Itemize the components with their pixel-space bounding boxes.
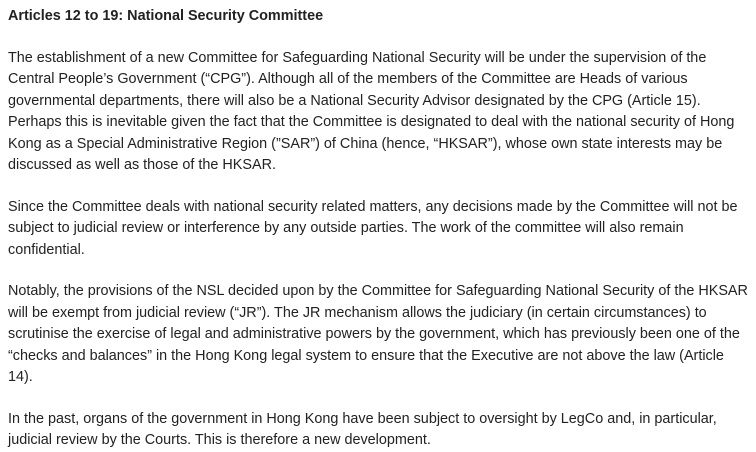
paragraph-committee-establishment: The establishment of a new Committee for Safeguarding National Security will be under the supervision of the Central People’s Government (“CPG”). Although all of the members of the Committee are Heads of various governmental departments, there will also be a National Security Advisor designated by the CPG (Article 15). Perhaps this is inevitable given the fact that the Committee is designated to deal with the national security of Hong Kong as a Special Administrative Region (”SAR”) of China (hence, “HKSAR”), whose own state interests may be discussed as well as those of the HKSAR. xyxy=(8,49,735,173)
section-heading: Articles 12 to 19: National Security Committee xyxy=(8,8,324,24)
paragraph-new-development: In the past, organs of the government in Hong Kong have been subject to oversight by LegCo and, in particular, judicial review by the Courts. This is therefore a new development. xyxy=(8,410,717,448)
paragraph-jr-exemption: Notably, the provisions of the NSL decided upon by the Committee for Safeguarding National Security of the HKSAR will be exempt from judicial review (“JR”). The JR mechanism allows the judiciary (in certain circumstances) to scrutinise the exercise of legal and administrative powers by the government, which has previously been one of the “checks and balances” in the Hong Kong legal system to ensure that the Executive are not above the law (Article 14). xyxy=(8,283,748,385)
article-body xyxy=(8,6,750,452)
paragraph-no-judicial-review: Since the Committee deals with national security related matters, any decisions made by the Committee will not be subject to judicial review or interference by any outside parties. The work of the committee will also remain confidential. xyxy=(8,198,738,258)
